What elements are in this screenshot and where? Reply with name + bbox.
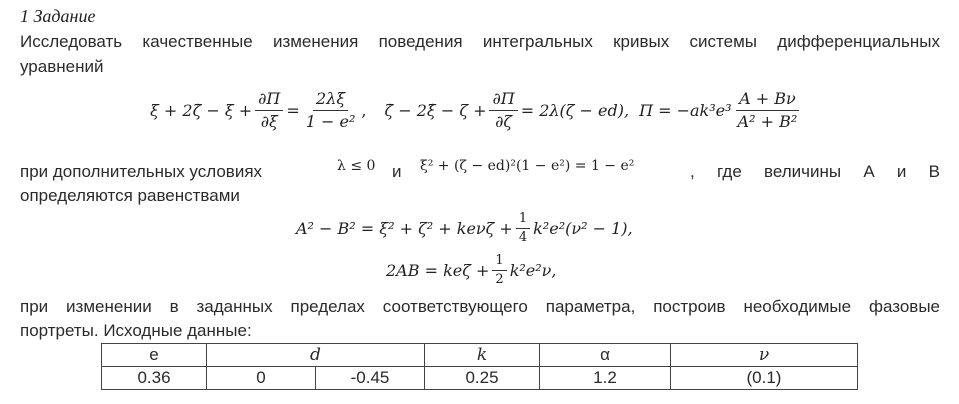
eq3-num: A + Bν [736,90,799,111]
conditions-suffix: , где величины А и В [690,162,940,181]
condition-lambda: λ ≤ 0 [337,158,376,174]
eq1-equals: = [286,100,300,120]
conditions-line-2: определяются равенствами [20,186,240,205]
conditions-and: и [392,162,402,181]
ab1-right: k²e²(ν² − 1), [533,218,633,238]
eq1-rhs-fraction [303,90,359,131]
condition-circle: ξ² + (ζ − ed)²(1 − e²) = 1 − e² [420,158,635,174]
ab-equation-2 [386,250,557,290]
header-d: d [207,344,425,367]
value-nu: (0.1) [671,367,858,390]
equation-system [150,80,803,140]
parameters-table [101,343,858,390]
value-d-to: -0.45 [316,367,425,390]
ab2-left: 2AB = keζ + [386,260,490,280]
ab1-den: 4 [518,229,528,245]
eq2-partial-num: ∂П [489,90,517,111]
ab2-num: 1 [492,254,506,271]
ab1-fraction [516,212,530,245]
intro-line-2: уравнений [20,57,104,76]
header-e: e [102,344,207,367]
value-k: 0.25 [425,367,540,390]
header-k: k [425,344,540,367]
eq2-partial-fraction [489,90,517,131]
value-d-from: 0 [207,367,316,390]
value-alpha: 1.2 [540,367,671,390]
eq1-partial-fraction [255,90,283,131]
ab1-num: 1 [516,212,530,229]
eq1-partial-den: ∂ξ [260,111,278,131]
table-row [102,367,858,390]
eq1-rhs-den: 1 − e² [305,111,356,131]
eq2-left: ζ̇ − 2ξ̇ − ζ + [384,100,487,120]
ab2-fraction [492,254,506,287]
table-header-row [102,344,858,367]
eq1-end: , [361,100,367,120]
eq2-rhs: = 2λ(ζ − ed), [520,100,630,120]
conditions-prefix: при дополнительных условиях [20,162,263,181]
intro-line-1: Исследовать качественные изменения поведения интегральных кривых системы дифференциальных [20,32,940,51]
header-alpha: α [540,344,671,367]
value-e: 0.36 [102,367,207,390]
ab1-left: A² − B² = ξ² + ζ² + keνζ + [296,218,513,238]
ab2-den: 2 [495,271,504,287]
change-line-2: портреты. Исходные данные: [20,321,252,340]
eq1-partial-num: ∂П [255,90,283,111]
eq2-partial-den: ∂ζ [495,111,513,131]
ab2-right: k²e²ν, [509,260,557,280]
eq1-rhs-num: 2λξ [313,90,348,111]
header-nu: ν [671,344,858,367]
eq3-left: П = −ak³e³ [639,100,732,120]
change-line-1: при изменении в заданных пределах соответствующего параметра, построив необходимые фазовые [20,297,940,316]
eq3-den: A² + B² [737,111,798,131]
ab-equation-1 [296,208,633,248]
task-heading: 1 Задание [20,6,96,26]
eq1-left: ξ + 2ζ̇ − ξ + [150,100,253,120]
eq3-fraction [735,90,801,131]
